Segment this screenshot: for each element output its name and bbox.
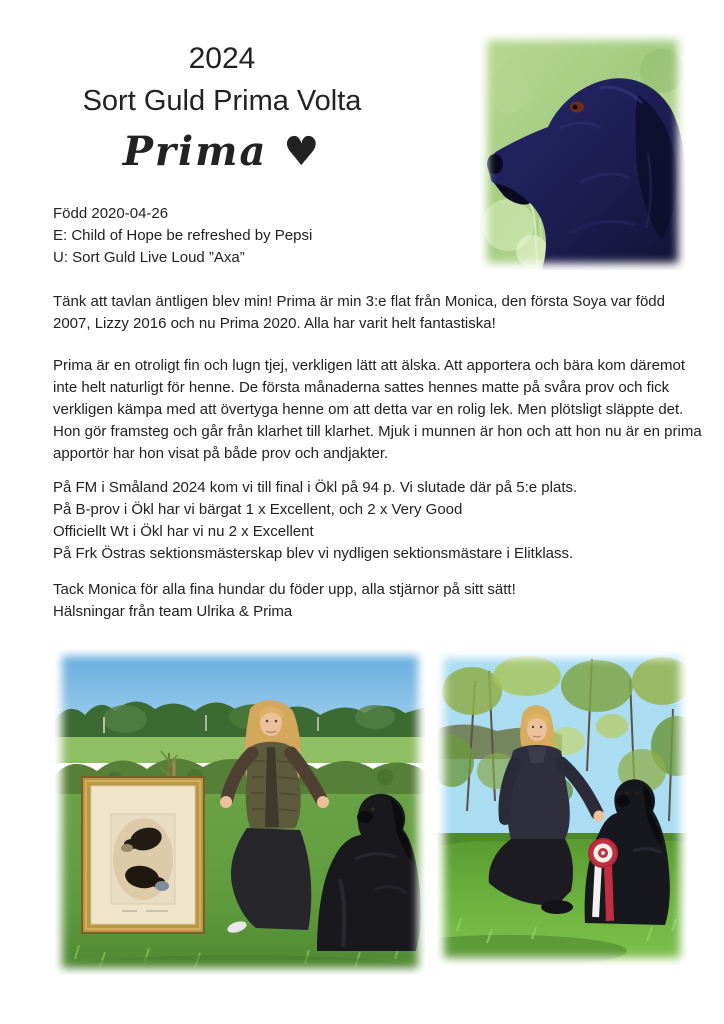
painting-presentation-illustration — [55, 649, 425, 975]
results-block — [53, 477, 718, 565]
flatcoat-portrait-illustration — [480, 33, 685, 270]
painting-presentation-photo — [55, 649, 425, 975]
title-call-name: Prima ♥ — [122, 127, 322, 175]
title-year: 2024 — [188, 42, 256, 75]
rosette-award-photo — [437, 651, 687, 965]
pedigree-sire: E: Child of Hope be refreshed by Pepsi — [53, 227, 313, 244]
pedigree-born: Född 2020-04-26 — [53, 205, 169, 222]
story-about-paragraph: Prima är en otroligt fin och lugn tjej, verkligen lätt att älska. Att apportera och bära kom däremot inte helt naturligt för henne. De första månaderna sattes hennes matte på svåra prov och fick verkligen kämpa med att övertyga henne om att detta var en rolig lek. Men plötsligt släppte det. Hon gör framsteg och går från klarhet till klarhet. Mjuk i munnen är hon och att hon nu är en prima apportör har hon visat på både prov och andjakter. — [53, 357, 702, 462]
title-block — [22, 42, 422, 175]
framed-artwork — [82, 777, 204, 933]
rosette-award-illustration — [437, 651, 687, 965]
closing-thanks: Tack Monica för alla fina hundar du föder upp, alla stjärnor på sitt sätt! — [53, 581, 516, 598]
result-line: På B-prov i Ökl har vi bärgat 1 x Excellent, och 2 x Very Good — [53, 501, 463, 518]
title-dog-name: Sort Guld Prima Volta — [82, 84, 362, 117]
closing-block — [53, 579, 718, 623]
pedigree-dam: U: Sort Guld Live Loud ”Axa” — [53, 249, 245, 266]
flatcoat-portrait-photo — [480, 33, 685, 270]
result-line: Officiellt Wt i Ökl har vi nu 2 x Excellent — [53, 523, 314, 540]
result-line: På Frk Östras sektionsmästerskap blev vi nydligen sektionsmästare i Elitklass. — [53, 545, 574, 562]
result-line: På FM i Småland 2024 kom vi till final i Ökl på 94 p. Vi slutade där på 5:e plats. — [53, 479, 578, 496]
closing-signature: Hälsningar från team Ulrika & Prima — [53, 603, 293, 620]
dog-nose — [487, 154, 503, 174]
story-intro-paragraph: Tänk att tavlan äntligen blev min! Prima är min 3:e flat från Monica, den första Soya var född 2007, Lizzy 2016 och nu Prima 2020. Alla har varit helt fantastiska! — [53, 293, 665, 332]
pedigree-block — [53, 203, 312, 269]
